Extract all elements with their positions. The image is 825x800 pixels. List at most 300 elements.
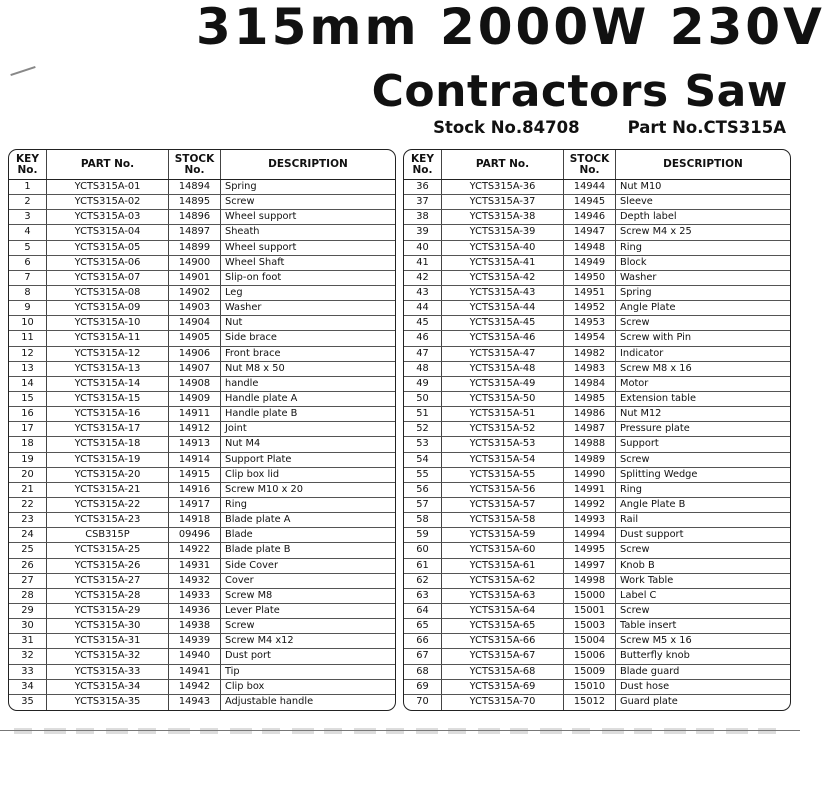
- table-row: [404, 195, 790, 210]
- part-number-cell: YCTS315A-30: [47, 619, 169, 634]
- table-row: [9, 362, 395, 377]
- key-cell: 70: [404, 695, 442, 710]
- table-row: [404, 604, 790, 619]
- table-row: [9, 377, 395, 392]
- description-cell: Rail: [616, 513, 790, 528]
- part-number-cell: YCTS315A-47: [442, 347, 564, 362]
- stock-number-cell: 15003: [564, 619, 616, 634]
- table-row: [9, 301, 395, 316]
- stock-number-cell: 14901: [169, 271, 221, 286]
- stock-number-cell: 14945: [564, 195, 616, 210]
- key-cell: 55: [404, 468, 442, 483]
- stock-number-cell: 14915: [169, 468, 221, 483]
- part-number-cell: YCTS315A-63: [442, 589, 564, 604]
- table-row: [9, 695, 395, 710]
- key-cell: 34: [9, 680, 47, 695]
- stock-number-cell: 14896: [169, 210, 221, 225]
- part-number-cell: YCTS315A-04: [47, 225, 169, 240]
- bottom-rule: [0, 730, 800, 731]
- table-row: [9, 453, 395, 468]
- key-cell: 2: [9, 195, 47, 210]
- key-cell: 33: [9, 665, 47, 680]
- table-row: [404, 543, 790, 558]
- key-cell: 65: [404, 619, 442, 634]
- description-cell: Support Plate: [221, 453, 395, 468]
- description-cell: Blade plate B: [221, 543, 395, 558]
- stock-number-cell: 14943: [169, 695, 221, 710]
- stock-number-cell: 15001: [564, 604, 616, 619]
- key-cell: 63: [404, 589, 442, 604]
- table-row: [404, 180, 790, 195]
- table-row: [404, 225, 790, 240]
- description-cell: Joint: [221, 422, 395, 437]
- part-number-cell: YCTS315A-34: [47, 680, 169, 695]
- description-cell: Ring: [616, 483, 790, 498]
- description-cell: Dust hose: [616, 680, 790, 695]
- part-number-cell: YCTS315A-09: [47, 301, 169, 316]
- part-number-cell: YCTS315A-55: [442, 468, 564, 483]
- description-cell: Screw: [616, 453, 790, 468]
- part-number-cell: YCTS315A-42: [442, 271, 564, 286]
- key-cell: 26: [9, 559, 47, 574]
- parts-table-right: [403, 149, 791, 711]
- part-number-cell: YCTS315A-51: [442, 407, 564, 422]
- part-number-cell: YCTS315A-43: [442, 286, 564, 301]
- table-row: [404, 392, 790, 407]
- stock-number-cell: 14954: [564, 331, 616, 346]
- header-stock: STOCK No.: [169, 150, 221, 179]
- key-cell: 14: [9, 377, 47, 392]
- description-cell: Clip box lid: [221, 468, 395, 483]
- key-cell: 10: [9, 316, 47, 331]
- stock-number-cell: 14894: [169, 180, 221, 195]
- stock-number-cell: 14904: [169, 316, 221, 331]
- part-number-cell: YCTS315A-01: [47, 180, 169, 195]
- table-row: [404, 589, 790, 604]
- part-number-cell: YCTS315A-27: [47, 574, 169, 589]
- part-number-cell: YCTS315A-39: [442, 225, 564, 240]
- key-cell: 53: [404, 437, 442, 452]
- key-cell: 1: [9, 180, 47, 195]
- description-cell: Sheath: [221, 225, 395, 240]
- stock-number-cell: 14931: [169, 559, 221, 574]
- description-cell: Blade guard: [616, 665, 790, 680]
- cut-off-title-fragment: [196, 0, 825, 64]
- key-cell: 48: [404, 362, 442, 377]
- stock-number-cell: 14912: [169, 422, 221, 437]
- table-row: [9, 528, 395, 543]
- table-row: [9, 513, 395, 528]
- stock-number-cell: 09496: [169, 528, 221, 543]
- table-row: [404, 453, 790, 468]
- table-row: [9, 468, 395, 483]
- key-cell: 35: [9, 695, 47, 710]
- table-row: [9, 437, 395, 452]
- part-number-cell: YCTS315A-54: [442, 453, 564, 468]
- table-row: [9, 483, 395, 498]
- part-number-cell: YCTS315A-07: [47, 271, 169, 286]
- key-cell: 67: [404, 649, 442, 664]
- key-cell: 57: [404, 498, 442, 513]
- description-cell: Screw: [221, 195, 395, 210]
- stock-number-cell: 14900: [169, 256, 221, 271]
- table-row: [9, 574, 395, 589]
- description-cell: Nut M10: [616, 180, 790, 195]
- stock-number-cell: 14916: [169, 483, 221, 498]
- stock-number-cell: 15004: [564, 634, 616, 649]
- description-cell: Butterfly knob: [616, 649, 790, 664]
- part-number-cell: YCTS315A-52: [442, 422, 564, 437]
- table-row: [9, 634, 395, 649]
- description-cell: Clip box: [221, 680, 395, 695]
- header-part: PART No.: [442, 150, 564, 179]
- stock-number: Stock No.84708: [433, 118, 580, 137]
- part-number-cell: YCTS315A-59: [442, 528, 564, 543]
- key-cell: 16: [9, 407, 47, 422]
- part-number-cell: YCTS315A-10: [47, 316, 169, 331]
- table-row: [404, 680, 790, 695]
- description-cell: Extension table: [616, 392, 790, 407]
- key-cell: 50: [404, 392, 442, 407]
- description-cell: Ring: [616, 241, 790, 256]
- description-cell: Tip: [221, 665, 395, 680]
- key-cell: 64: [404, 604, 442, 619]
- table-row: [9, 589, 395, 604]
- description-cell: Screw M5 x 16: [616, 634, 790, 649]
- table-row: [9, 347, 395, 362]
- part-number-cell: YCTS315A-70: [442, 695, 564, 710]
- stock-number-cell: 15009: [564, 665, 616, 680]
- table-row: [404, 286, 790, 301]
- table-row: [9, 210, 395, 225]
- part-number-cell: YCTS315A-15: [47, 392, 169, 407]
- key-cell: 56: [404, 483, 442, 498]
- description-cell: Nut M8 x 50: [221, 362, 395, 377]
- part-number-cell: YCTS315A-48: [442, 362, 564, 377]
- part-number-cell: YCTS315A-61: [442, 559, 564, 574]
- table-row: [404, 468, 790, 483]
- table-row: [9, 271, 395, 286]
- key-cell: 4: [9, 225, 47, 240]
- table-row: [9, 256, 395, 271]
- description-cell: Handle plate A: [221, 392, 395, 407]
- stock-number-cell: 15000: [564, 589, 616, 604]
- description-cell: Knob B: [616, 559, 790, 574]
- key-cell: 44: [404, 301, 442, 316]
- description-cell: Wheel Shaft: [221, 256, 395, 271]
- table-header: [404, 150, 790, 180]
- key-cell: 9: [9, 301, 47, 316]
- description-cell: Label C: [616, 589, 790, 604]
- header-description: DESCRIPTION: [268, 158, 348, 170]
- table-row: [9, 180, 395, 195]
- table-row: [404, 422, 790, 437]
- table-row: [9, 649, 395, 664]
- key-cell: 23: [9, 513, 47, 528]
- key-cell: 22: [9, 498, 47, 513]
- key-cell: 29: [9, 604, 47, 619]
- page-title: Contractors Saw: [371, 66, 788, 117]
- stock-number-cell: 14982: [564, 347, 616, 362]
- table-row: [404, 513, 790, 528]
- part-number-cell: YCTS315A-56: [442, 483, 564, 498]
- part-number-cell: YCTS315A-12: [47, 347, 169, 362]
- table-row: [404, 301, 790, 316]
- stock-number-cell: 14983: [564, 362, 616, 377]
- table-body: [9, 180, 395, 710]
- key-cell: 12: [9, 347, 47, 362]
- key-cell: 19: [9, 453, 47, 468]
- part-number-cell: YCTS315A-50: [442, 392, 564, 407]
- description-cell: Splitting Wedge: [616, 468, 790, 483]
- description-cell: Screw: [616, 543, 790, 558]
- key-cell: 31: [9, 634, 47, 649]
- table-row: [404, 210, 790, 225]
- stock-number-cell: 14985: [564, 392, 616, 407]
- key-cell: 59: [404, 528, 442, 543]
- description-cell: Nut: [221, 316, 395, 331]
- table-body: [404, 180, 790, 710]
- part-number-cell: YCTS315A-31: [47, 634, 169, 649]
- key-cell: 27: [9, 574, 47, 589]
- description-cell: Nut M4: [221, 437, 395, 452]
- stock-number-cell: 14950: [564, 271, 616, 286]
- stock-number-cell: 15006: [564, 649, 616, 664]
- description-cell: Adjustable handle: [225, 695, 314, 707]
- stock-number-cell: 14913: [169, 437, 221, 452]
- description-cell: Washer: [616, 271, 790, 286]
- table-row: [9, 680, 395, 695]
- faint-footer-text: [14, 728, 784, 734]
- description-cell: Guard plate: [620, 695, 678, 707]
- description-cell: Angle Plate: [616, 301, 790, 316]
- description-cell: Screw M4 x 25: [616, 225, 790, 240]
- description-cell: Blade plate A: [221, 513, 395, 528]
- description-cell: Screw M4 x12: [221, 634, 395, 649]
- key-cell: 15: [9, 392, 47, 407]
- part-number-cell: YCTS315A-40: [442, 241, 564, 256]
- stock-number-cell: 14984: [564, 377, 616, 392]
- table-row: [404, 407, 790, 422]
- table-row: [404, 649, 790, 664]
- description-cell: Front brace: [221, 347, 395, 362]
- description-cell: Block: [616, 256, 790, 271]
- description-cell: Wheel support: [221, 210, 395, 225]
- table-row: [404, 483, 790, 498]
- table-row: [404, 377, 790, 392]
- table-row: [404, 241, 790, 256]
- stock-number-cell: 14986: [564, 407, 616, 422]
- key-cell: 11: [9, 331, 47, 346]
- stock-number-cell: 14895: [169, 195, 221, 210]
- stock-number-cell: 14908: [169, 377, 221, 392]
- key-cell: 42: [404, 271, 442, 286]
- stock-number-cell: 15010: [564, 680, 616, 695]
- stock-number-cell: 14951: [564, 286, 616, 301]
- part-number-cell: YCTS315A-33: [47, 665, 169, 680]
- stock-number-cell: 14948: [564, 241, 616, 256]
- part-number-cell: YCTS315A-17: [47, 422, 169, 437]
- part-number-cell: YCTS315A-28: [47, 589, 169, 604]
- part-number-cell: YCTS315A-60: [442, 543, 564, 558]
- stock-number-cell: 14942: [169, 680, 221, 695]
- part-number-cell: YCTS315A-19: [47, 453, 169, 468]
- part-number-cell: YCTS315A-62: [442, 574, 564, 589]
- stock-part-line: [433, 118, 786, 137]
- key-cell: 68: [404, 665, 442, 680]
- description-cell: Ring: [221, 498, 395, 513]
- key-cell: 45: [404, 316, 442, 331]
- part-number-cell: YCTS315A-20: [47, 468, 169, 483]
- table-row: [9, 241, 395, 256]
- stock-number-cell: 14922: [169, 543, 221, 558]
- stock-number-cell: 14987: [564, 422, 616, 437]
- key-cell: 49: [404, 377, 442, 392]
- key-cell: 21: [9, 483, 47, 498]
- part-number-cell: YCTS315A-29: [47, 604, 169, 619]
- key-cell: 36: [404, 180, 442, 195]
- stock-number-cell: 14902: [169, 286, 221, 301]
- key-cell: 39: [404, 225, 442, 240]
- stock-number-cell: 14944: [564, 180, 616, 195]
- stock-number-cell: 14914: [169, 453, 221, 468]
- part-number-cell: YCTS315A-03: [47, 210, 169, 225]
- stock-number-cell: 14988: [564, 437, 616, 452]
- stock-number-cell: 14991: [564, 483, 616, 498]
- part-number-cell: YCTS315A-67: [442, 649, 564, 664]
- key-cell: 32: [9, 649, 47, 664]
- stock-number-cell: 14941: [169, 665, 221, 680]
- cut-off-title-text: 315mm 2000W 230V: [196, 0, 825, 56]
- part-number-cell: YCTS315A-22: [47, 498, 169, 513]
- key-cell: 43: [404, 286, 442, 301]
- part-number-cell: YCTS315A-58: [442, 513, 564, 528]
- table-row: [9, 498, 395, 513]
- part-number-cell: YCTS315A-64: [442, 604, 564, 619]
- stock-number-cell: 14990: [564, 468, 616, 483]
- stock-number-cell: 14947: [564, 225, 616, 240]
- stock-number-cell: 14995: [564, 543, 616, 558]
- description-cell: Indicator: [616, 347, 790, 362]
- part-number-cell: YCTS315A-44: [442, 301, 564, 316]
- header-key: KEY No.: [9, 150, 47, 179]
- description-cell: Screw with Pin: [616, 331, 790, 346]
- description-cell: Pressure plate: [616, 422, 790, 437]
- key-cell: 30: [9, 619, 47, 634]
- part-number-cell: YCTS315A-02: [47, 195, 169, 210]
- header-key: KEY No.: [404, 150, 442, 179]
- stock-number-cell: 14899: [169, 241, 221, 256]
- description-cell: Wheel support: [221, 241, 395, 256]
- key-cell: 13: [9, 362, 47, 377]
- key-cell: 54: [404, 453, 442, 468]
- stock-number-cell: 14946: [564, 210, 616, 225]
- description-cell: Screw: [221, 619, 395, 634]
- table-row: [404, 634, 790, 649]
- description-cell: Lever Plate: [221, 604, 395, 619]
- description-cell: Sleeve: [616, 195, 790, 210]
- part-number-cell: YCTS315A-14: [47, 377, 169, 392]
- part-number-cell: YCTS315A-45: [442, 316, 564, 331]
- stock-number-cell: 14903: [169, 301, 221, 316]
- part-number: Part No.CTS315A: [627, 118, 786, 137]
- key-cell: 41: [404, 256, 442, 271]
- description-cell: Dust support: [616, 528, 790, 543]
- description-cell: Screw: [616, 604, 790, 619]
- stock-number-cell: 15012: [564, 695, 616, 710]
- part-number-cell: YCTS315A-49: [442, 377, 564, 392]
- part-number-cell: YCTS315A-41: [442, 256, 564, 271]
- key-cell: 40: [404, 241, 442, 256]
- table-row: [404, 574, 790, 589]
- key-cell: 58: [404, 513, 442, 528]
- part-number-cell: YCTS315A-32: [47, 649, 169, 664]
- description-cell: Washer: [221, 301, 395, 316]
- table-row: [9, 316, 395, 331]
- part-number-cell: YCTS315A-53: [442, 437, 564, 452]
- parts-table-left: [8, 149, 396, 711]
- stock-number-cell: 14911: [169, 407, 221, 422]
- stray-pen-mark: [10, 66, 35, 76]
- key-cell: 52: [404, 422, 442, 437]
- part-number-cell: YCTS315A-13: [47, 362, 169, 377]
- description-cell: Side brace: [221, 331, 395, 346]
- table-row: [9, 619, 395, 634]
- part-number-cell: YCTS315A-35: [47, 695, 169, 710]
- table-row: [404, 619, 790, 634]
- description-cell: Support: [616, 437, 790, 452]
- part-number-cell: YCTS315A-69: [442, 680, 564, 695]
- key-cell: 47: [404, 347, 442, 362]
- part-number-cell: YCTS315A-38: [442, 210, 564, 225]
- description-cell: Screw M8: [221, 589, 395, 604]
- table-row: [9, 392, 395, 407]
- key-cell: 18: [9, 437, 47, 452]
- part-number-cell: YCTS315A-46: [442, 331, 564, 346]
- part-number-cell: YCTS315A-66: [442, 634, 564, 649]
- stock-number-cell: 14993: [564, 513, 616, 528]
- stock-number-cell: 14952: [564, 301, 616, 316]
- part-number-cell: YCTS315A-57: [442, 498, 564, 513]
- key-cell: 8: [9, 286, 47, 301]
- part-number-cell: YCTS315A-26: [47, 559, 169, 574]
- stock-number-cell: 14905: [169, 331, 221, 346]
- key-cell: 38: [404, 210, 442, 225]
- key-cell: 66: [404, 634, 442, 649]
- stock-number-cell: 14907: [169, 362, 221, 377]
- stock-number-cell: 14938: [169, 619, 221, 634]
- description-cell: Leg: [221, 286, 395, 301]
- part-number-cell: YCTS315A-23: [47, 513, 169, 528]
- table-row: [404, 347, 790, 362]
- table-row: [9, 665, 395, 680]
- part-number-cell: YCTS315A-25: [47, 543, 169, 558]
- key-cell: 60: [404, 543, 442, 558]
- description-cell: Spring: [616, 286, 790, 301]
- stock-number-cell: 14909: [169, 392, 221, 407]
- description-cell: Angle Plate B: [616, 498, 790, 513]
- stock-number-cell: 14906: [169, 347, 221, 362]
- key-cell: 28: [9, 589, 47, 604]
- table-row: [404, 559, 790, 574]
- key-cell: 7: [9, 271, 47, 286]
- part-number-cell: YCTS315A-36: [442, 180, 564, 195]
- key-cell: 17: [9, 422, 47, 437]
- description-cell: Side Cover: [221, 559, 395, 574]
- key-cell: 69: [404, 680, 442, 695]
- table-row: [404, 498, 790, 513]
- table-row: [404, 437, 790, 452]
